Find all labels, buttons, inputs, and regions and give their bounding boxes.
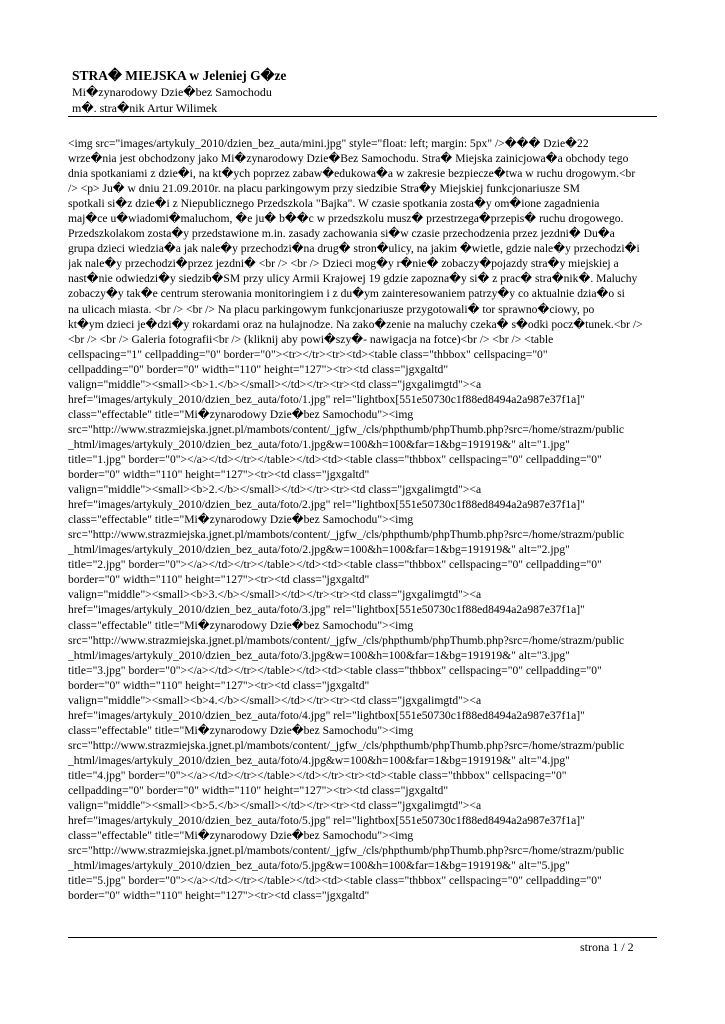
body-line: class="effectable" title="Mi�zynarodowy Dzie�bez Samochodu"><img: [68, 513, 414, 527]
body-line: _html/images/artykuly_2010/dzien_bez_auta/foto/2.jpg&w=100&h=100&far=1&bg=191919&" alt="2.jpg": [68, 543, 570, 557]
body-line: src="http://www.strazmiejska.jgnet.pl/mambots/content/_jgfw_/cls/phpthumb/phpThumb.php?src=/home/strazm/public: [68, 738, 625, 752]
body-line: <br /> <br /> Galeria fotografii<br /> (kliknij aby powi�szy�- nawigacja na fotce)<br /> <br /> <table: [68, 332, 554, 346]
body-line: /> <p> Ju� w dniu 21.09.2010r. na placu parkingowym przy siedzibie Stra�y Miejskiej funkcjonariusze SM: [68, 182, 580, 196]
site-title: STRA� MIEJSKA w Jeleniej G�ze: [72, 68, 287, 83]
article-body: [68, 136, 658, 926]
body-line: spotkali si�z dzie�i z Niepublicznego Przedszkola "Bajka". W czasie spotkania zosta�y om�ione zagadnienia: [68, 197, 600, 211]
body-line: kt�ym dzieci je�dzi�y rokardami oraz na hulajnodze. Na zako�zenie na maluchy czeka� s�odki pocz�tunek.<br />: [68, 317, 643, 331]
body-line: border="0" width="110" height="127"><tr><td class="jgxgaltd": [68, 573, 370, 587]
body-line: na ulicach miasta. <br /> <br /> Na placu parkingowym funkcjonariusze przygotowali� tor sprawno�ciowy, po: [68, 302, 595, 316]
body-line: border="0" width="110" height="127"><tr><td class="jgxgaltd": [68, 889, 370, 903]
body-line: title="5.jpg" border="0"></a></td></tr></table></td><td><table class="thbbox" cellspacing="0" cellpadding="0": [68, 874, 602, 888]
body-line: valign="middle"><small><b>1.</b></small></td></tr><tr><td class="jgxgalimgtd"><a: [68, 377, 482, 391]
body-line: dnia spotkaniami z dzie�i, na kt�ych poprzez zabaw�edukowa�a w zakresie bezpiecze�twa w ruchu drogowym.<br: [68, 167, 636, 181]
body-line: border="0" width="110" height="127"><tr><td class="jgxgaltd": [68, 468, 370, 482]
body-line: wrze�nia jest obchodzony jako Mi�zynarodowy Dzie�Bez Samochodu. Stra� Miejska zainicjowa�a obchody tego: [68, 152, 629, 166]
header-divider: [68, 116, 657, 117]
body-line: cellspacing="1" cellpadding="0" border="0"><tr></tr><tr><td><table class="thbbox" cellspacing="0": [68, 347, 548, 361]
body-line: title="2.jpg" border="0"></a></td></tr></table></td><td><table class="thbbox" cellspacing="0" cellpadding="0": [68, 558, 602, 572]
body-line: Przedszkolakom zosta�y przedstawione m.in. zasady zachowania si�w czasie przechodzenia przez jezdni� Du�a: [68, 227, 615, 241]
body-line: _html/images/artykuly_2010/dzien_bez_auta/foto/5.jpg&w=100&h=100&far=1&bg=191919&" alt="5.jpg": [68, 859, 570, 873]
body-line: src="http://www.strazmiejska.jgnet.pl/mambots/content/_jgfw_/cls/phpthumb/phpThumb.php?src=/home/strazm/public: [68, 633, 625, 647]
body-line: class="effectable" title="Mi�zynarodowy Dzie�bez Samochodu"><img: [68, 407, 414, 421]
body-line: zobaczy�y tak�e centrum sterowania monitoringiem i z du�ym zainteresowaniem patrzy�y co aktualnie dzia�o si: [68, 287, 625, 301]
body-line: nast�nie odwiedzi�y siedzib�SM przy ulicy Armii Krajowej 19 gdzie zapozna�y si� z prac� stra�nik�. Maluchy: [68, 272, 638, 286]
body-line: maj�ce u�wiadomi�maluchom, �e ju� b��c w przedszkolu musz� przestrzega�przepis� ruchu drogowego.: [68, 212, 624, 226]
body-line: class="effectable" title="Mi�zynarodowy Dzie�bez Samochodu"><img: [68, 829, 414, 843]
body-line: border="0" width="110" height="127"><tr><td class="jgxgaltd": [68, 678, 370, 692]
body-line: class="effectable" title="Mi�zynarodowy Dzie�bez Samochodu"><img: [68, 618, 414, 632]
body-line: valign="middle"><small><b>2.</b></small></td></tr><tr><td class="jgxgalimgtd"><a: [68, 483, 482, 497]
body-line: src="http://www.strazmiejska.jgnet.pl/mambots/content/_jgfw_/cls/phpthumb/phpThumb.php?src=/home/strazm/public: [68, 844, 625, 858]
body-line: href="images/artykuly_2010/dzien_bez_auta/foto/2.jpg" rel="lightbox[551e50730c1f88ed8494a2a987e37f1a]": [68, 498, 585, 512]
body-line: _html/images/artykuly_2010/dzien_bez_auta/foto/4.jpg&w=100&h=100&far=1&bg=191919&" alt="4.jpg": [68, 753, 570, 767]
body-line: src="http://www.strazmiejska.jgnet.pl/mambots/content/_jgfw_/cls/phpthumb/phpThumb.php?src=/home/strazm/public: [68, 422, 625, 436]
article-title: Mi�zynarodowy Dzie�bez Samochodu: [72, 85, 272, 99]
body-line: valign="middle"><small><b>5.</b></small></td></tr><tr><td class="jgxgalimgtd"><a: [68, 799, 482, 813]
body-line: _html/images/artykuly_2010/dzien_bez_auta/foto/1.jpg&w=100&h=100&far=1&bg=191919&" alt="1.jpg": [68, 437, 570, 451]
body-line: href="images/artykuly_2010/dzien_bez_auta/foto/1.jpg" rel="lightbox[551e50730c1f88ed8494a2a987e37f1a]": [68, 392, 585, 406]
footer-divider: [68, 937, 657, 938]
body-line: cellpadding="0" border="0" width="110" height="127"><tr><td class="jgxgaltd": [68, 362, 449, 376]
body-line: valign="middle"><small><b>4.</b></small></td></tr><tr><td class="jgxgalimgtd"><a: [68, 693, 482, 707]
body-line: <img src="images/artykuly_2010/dzien_bez_auta/mini.jpg" style="float: left; margin: 5px" />��� Dzie�22: [68, 137, 589, 150]
body-line: _html/images/artykuly_2010/dzien_bez_auta/foto/3.jpg&w=100&h=100&far=1&bg=191919&" alt="3.jpg": [68, 648, 570, 662]
article-author: m�. stra�nik Artur Wilimek: [72, 101, 218, 115]
body-line: href="images/artykuly_2010/dzien_bez_auta/foto/5.jpg" rel="lightbox[551e50730c1f88ed8494a2a987e37f1a]": [68, 814, 585, 828]
body-line: href="images/artykuly_2010/dzien_bez_auta/foto/3.jpg" rel="lightbox[551e50730c1f88ed8494a2a987e37f1a]": [68, 603, 585, 617]
body-line: title="1.jpg" border="0"></a></td></tr></table></td><td><table class="thbbox" cellspacing="0" cellpadding="0": [68, 452, 602, 466]
body-line: href="images/artykuly_2010/dzien_bez_auta/foto/4.jpg" rel="lightbox[551e50730c1f88ed8494a2a987e37f1a]": [68, 708, 585, 722]
body-line: grupa dzieci wiedzia�a jak nale�y przechodzi�na drug� stron�ulicy, na jakim �wietle, gdzie nale�y przechodzi�i: [68, 242, 640, 256]
body-line: jak nale�y przechodzi�przez jezdni� <br /> <br /> Dzieci mog�y r�nie� zobaczy�pojazdy stra�y miejskiej a: [68, 257, 619, 271]
body-line: src="http://www.strazmiejska.jgnet.pl/mambots/content/_jgfw_/cls/phpthumb/phpThumb.php?src=/home/strazm/public: [68, 528, 625, 542]
document-header: [72, 67, 662, 116]
body-line: class="effectable" title="Mi�zynarodowy Dzie�bez Samochodu"><img: [68, 723, 414, 737]
body-line: title="3.jpg" border="0"></a></td></tr></table></td><td><table class="thbbox" cellspacing="0" cellpadding="0": [68, 663, 602, 677]
page-number: strona 1 / 2: [580, 940, 634, 954]
body-line: cellpadding="0" border="0" width="110" height="127"><tr><td class="jgxgaltd": [68, 784, 449, 798]
body-line: valign="middle"><small><b>3.</b></small></td></tr><tr><td class="jgxgalimgtd"><a: [68, 588, 482, 602]
body-line: title="4.jpg" border="0"></a></td></tr></table></td></tr><tr><td><table class="thbbox" cellspacing="0": [68, 768, 567, 782]
